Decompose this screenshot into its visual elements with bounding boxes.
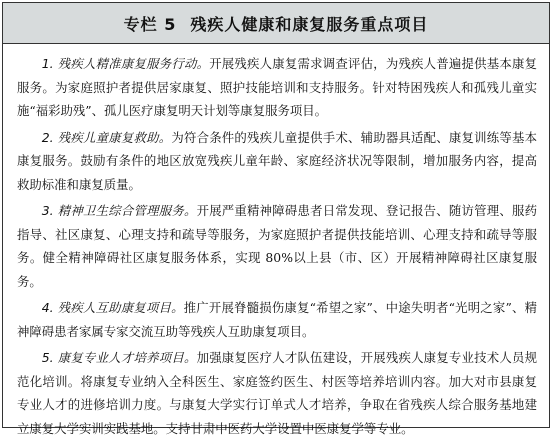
project-item-head: 4. 残疾人互助康复项目。 (41, 300, 184, 315)
project-item-1 (17, 52, 537, 123)
project-item-body: 推广开展脊髓损伤康复“希望之家”、中途失明者“光明之家”、精神障碍患者家属专家交流互助等残疾人互助康复项目。 (17, 300, 538, 339)
project-box (2, 2, 550, 436)
project-item-body: 开展严重精神障碍患者日常发现、登记报告、随访管理、服药指导、社区康复、心理支持和疏导等服务，为家庭照护者提供技能培训、心理支持和疏导等服务。健全精神障碍社区康复服务体系，实现 80%以上县（市、区）开展精神障碍社区康复服务。 (17, 203, 538, 289)
box-title (124, 12, 429, 35)
project-item-body: 开展残疾人康复需求调查评估，为残疾人普遍提供基本康复服务。为家庭照护者提供居家康复、照护技能培训和支持服务。针对特困残疾人和孤残儿童实施“福彩助残”、孤儿医疗康复明天计划等康复服务项目。 (17, 56, 537, 118)
project-item-head: 2. 残疾儿童康复救助。 (41, 129, 172, 145)
project-item-body: 为符合条件的残疾儿童提供手术、辅助器具适配、康复训练等基本康复服务。鼓励有条件的地区放宽残疾儿童年龄、家庭经济状况等限制，增加服务内容，提高救助标准和康复质量。 (17, 129, 538, 192)
project-item-5 (17, 346, 537, 440)
column-label: 专栏 5 (123, 14, 177, 34)
project-item-body: 加强康复医疗人才队伍建设，开展残疾人康复专业技术人员规范化培训。将康复专业纳入全科医生、家庭签约医生、村医等培养培训内容。加大对市县康复专业人才的进修培训力度。与康复大学实行订单式人才培养，争取在省残疾人综合服务基地建立康复大学实训实践基地。支持甘肃中医药大学设置中医康复学等专业。 (17, 350, 538, 436)
project-item-head: 5. 康复专业人才培养项目。 (41, 350, 197, 365)
project-item-3 (17, 199, 537, 293)
project-item-2 (17, 126, 537, 197)
column-title: 残疾人健康和康复服务重点项目 (190, 14, 429, 34)
title-bar (3, 3, 549, 44)
project-item-4 (17, 296, 537, 343)
project-list (3, 44, 549, 440)
project-item-head: 1. 残疾人精准康复服务行动。 (41, 56, 210, 71)
project-item-head: 3. 精神卫生综合管理服务。 (41, 203, 197, 218)
